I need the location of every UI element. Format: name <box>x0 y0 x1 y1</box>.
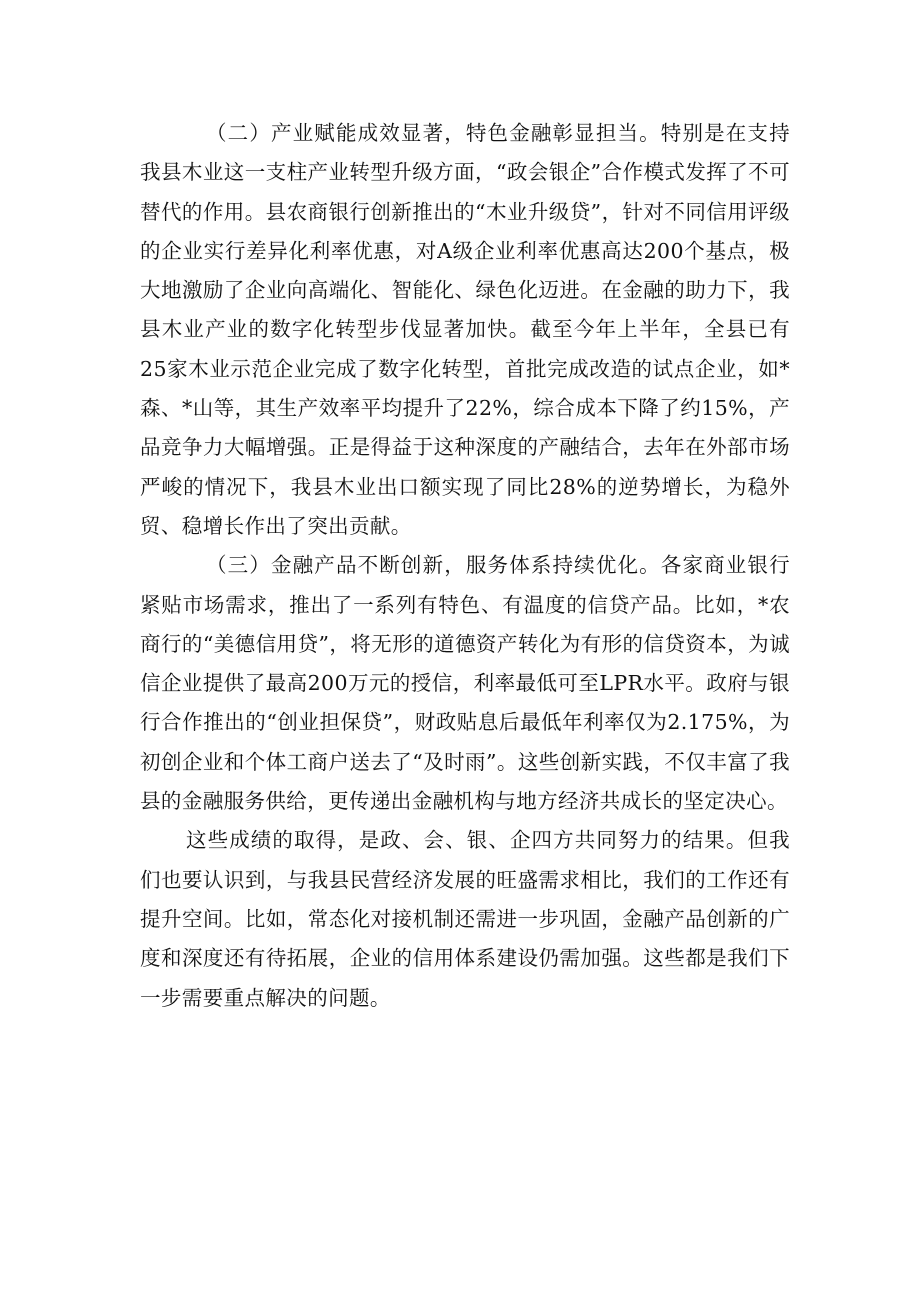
document-body <box>140 114 790 1018</box>
paragraph-industry-empowerment: （二）产业赋能成效显著，特色金融彰显担当。特别是在支持我县木业这一支柱产业转型升级方面，“政会银企”合作模式发挥了不可替代的作用。县农商银行创新推出的“木业升级贷”，针对不同信用评级的企业实行差异化利率优惠，对A级企业利率优惠高达200个基点，极大地激励了企业向高端化、智能化、绿色化迈进。在金融的助力下，我县木业产业的数字化转型步伐显著加快。截至今年上半年，全县已有25家木业示范企业完成了数字化转型，首批完成改造的试点企业，如*森、*山等，其生产效率平均提升了22%，综合成本下降了约15%，产品竞争力大幅增强。正是得益于这种深度的产融结合，去年在外部市场严峻的情况下，我县木业出口额实现了同比28%的逆势增长，为稳外贸、稳增长作出了突出贡献。 <box>140 121 790 538</box>
paragraph-financial-products: （三）金融产品不断创新，服务体系持续优化。各家商业银行紧贴市场需求，推出了一系列有特色、有温度的信贷产品。比如，*农商行的“美德信用贷”，将无形的道德资产转化为有形的信贷资本，为诚信企业提供了最高200万元的授信，利率最低可至LPR水平。政府与银行合作推出的“创业担保贷”，财政贴息后最低年利率仅为2.175%，为初创企业和个体工商户送去了“及时雨”。这些创新实践，不仅丰富了我县的金融服务供给，更传递出金融机构与地方经济共成长的坚定决心。 <box>140 553 790 814</box>
paragraph-problems-summary: 这些成绩的取得，是政、会、银、企四方共同努力的结果。但我们也要认识到，与我县民营经济发展的旺盛需求相比，我们的工作还有提升空间。比如，常态化对接机制还需进一步巩固，金融产品创新的广度和深度还有待拓展，企业的信用体系建设仍需加强。这些都是我们下一步需要重点解决的问题。 <box>140 828 790 1010</box>
